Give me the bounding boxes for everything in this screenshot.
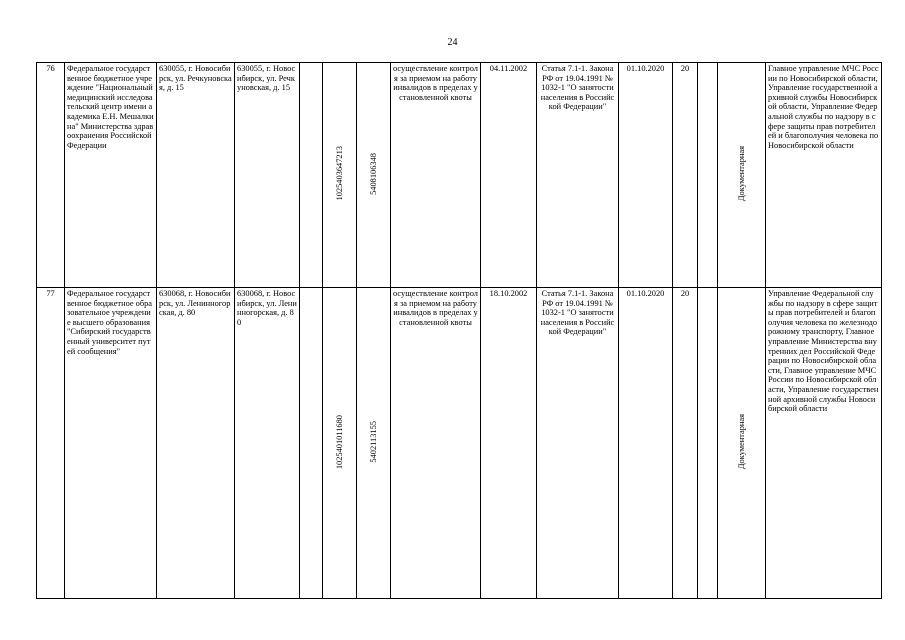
row-number: 77 [37,288,65,599]
legal-address: 630068, г. Новосибирск, ул. Ленинногорская, д. 80 [157,288,235,599]
registration-date: 04.11.2002 [481,63,537,288]
inspection-start-date: 01.10.2020 [619,288,673,599]
inspection-form: Документарная [736,414,746,470]
empty-cell [300,63,323,288]
inn-value: 5402113155 [368,420,378,463]
ogrn-cell [323,63,357,288]
empty-cell [698,288,718,599]
empty-cell [300,288,323,599]
legal-basis: Статья 7.1-1. Закона РФ от 19.04.1991 № 1032-1 "О занятости населения в Российской Федерации" [537,288,619,599]
inspection-purpose: осуществление контроля за приемом на работу инвалидов в пределах установленной квоты [391,63,481,288]
inspection-plan-table [36,62,882,599]
ogrn-value: 1025403647213 [334,146,344,201]
inspection-purpose: осуществление контроля за приемом на работу инвалидов в пределах установленной квоты [391,288,481,599]
actual-address: 630055, г. Новосибирск, ул. Речкуновская, д. 15 [235,63,300,288]
inspection-duration-days: 20 [673,288,698,599]
inn-cell [357,288,391,599]
inspection-start-date: 01.10.2020 [619,63,673,288]
inn-value: 5408106348 [368,152,378,195]
inspection-duration-days: 20 [673,63,698,288]
inspection-form-cell [718,288,766,599]
row-number: 76 [37,63,65,288]
inspection-form: Документарная [736,146,746,202]
registration-date: 18.10.2002 [481,288,537,599]
actual-address: 630068, г. Новосибирск, ул. Ленинногорская, д. 80 [235,288,300,599]
cooperating-authorities: Главное управление МЧС России по Новосибирской области, Управление государственной архивной службы Новосибирской области, Управление Федеральной службы по надзору в сфере защиты прав потребителей и благополучия человека по Новосибирской области [766,63,882,288]
organization-name: Федеральное государственное бюджетное учреждение "Национальный медицинский исследовательский центр имени академика Е.Н. Мешалкина" Министерства здравоохранения Российской Федерации [65,63,157,288]
ogrn-cell [323,288,357,599]
inspection-form-cell [718,63,766,288]
table-row [37,63,882,288]
page-number: 24 [447,37,458,48]
empty-cell [698,63,718,288]
ogrn-value: 1025401011680 [334,414,344,469]
legal-basis: Статья 7.1-1. Закона РФ от 19.04.1991 № 1032-1 "О занятости населения в Российской Федерации" [537,63,619,288]
table-row [37,288,882,599]
legal-address: 630055, г. Новосибирск, ул. Речкуновская, д. 15 [157,63,235,288]
organization-name: Федеральное государственное бюджетное образовательное учреждение высшего образования "Сибирский государственный университет путей сообщения" [65,288,157,599]
cooperating-authorities: Управление Федеральной службы по надзору в сфере защиты прав потребителей и благополучия человека по железнодорожному транспорту, Главное управление Министерства внутренних дел Российской Федерации по Новосибирской области, Главное управление МЧС России по Новосибирской области, Управление государственной архивной службы Новосибирской области [766,288,882,599]
inn-cell [357,63,391,288]
